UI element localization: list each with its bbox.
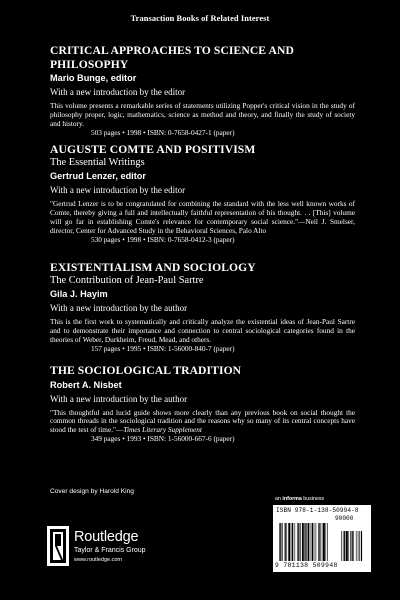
book-subtitle: The Contribution of Jean-Paul Sartre bbox=[50, 274, 204, 286]
isbn-barcode bbox=[273, 505, 371, 572]
review-source: Times Literary Supplement bbox=[123, 425, 202, 435]
cover-design-credit: Cover design by Harold King bbox=[50, 488, 134, 495]
publisher-logo bbox=[47, 526, 187, 571]
book-publication-info: 349 pages • 1993 • ISBN: 1-56000-667-6 (paper) bbox=[91, 434, 235, 444]
book-editor: Gila J. Hayim bbox=[50, 289, 108, 299]
book-entry bbox=[50, 44, 355, 138]
book-subtitle: The Essential Writings bbox=[50, 156, 145, 168]
barcode-bars bbox=[279, 523, 367, 561]
book-editor: Mario Bunge, editor bbox=[50, 73, 137, 83]
book-intro-note: With a new introduction by the author bbox=[50, 393, 188, 404]
book-title: EXISTENTIALISM AND SOCIOLOGY bbox=[50, 261, 256, 274]
informa-suffix: business bbox=[301, 496, 325, 502]
informa-business-mark bbox=[275, 496, 324, 502]
book-publication-info: 157 pages • 1995 • ISBN: 1-56000-840-7 (paper) bbox=[91, 343, 235, 353]
isbn-number: ISBN 978-1-138-50994-8 bbox=[276, 507, 359, 514]
informa-prefix: an bbox=[275, 496, 283, 502]
publisher-url: www.routledge.com bbox=[74, 557, 122, 563]
book-entry bbox=[50, 364, 355, 444]
book-publication-info: 530 pages • 1998 • ISBN: 0-7658-0412-3 (paper) bbox=[91, 234, 235, 244]
publisher-group: Taylor & Francis Group bbox=[74, 547, 146, 554]
book-intro-note: With a new introduction by the editor bbox=[50, 87, 186, 97]
book-description: "Gertrud Lenzer is to be congratulated for combining the standard with the less well known works of Comte, thereby giving a full and intellectually faithful representation of his thought. . . [This] volume will go far in establishing Comte's relevance for contemporary social science."—Neil J. Smelser, director, Center for Advanced Study in the Behavioral Sciences, Palo Alto bbox=[50, 199, 355, 235]
book-description bbox=[50, 409, 355, 436]
book-description: This is the first work to systematically and critically analyze the existential ideas of Jean-Paul Sartre and to demonstrate their importance and connection to central sociological categories found in the theories of Weber, Durkheim, Freud, Mead, and others. bbox=[50, 317, 355, 344]
routledge-r-icon bbox=[47, 526, 69, 566]
book-publication-info: 503 pages • 1998 • ISBN: 0-7658-0427-1 (paper) bbox=[91, 127, 235, 137]
book-editor: Robert A. Nisbet bbox=[50, 379, 122, 390]
price-code: 90000 bbox=[335, 515, 354, 522]
book-entry bbox=[50, 143, 355, 245]
barcode-digits: 9 781138 509948 bbox=[275, 562, 338, 569]
book-title: THE SOCIOLOGICAL TRADITION bbox=[50, 364, 242, 377]
book-description: This volume presents a remarkable series of statements utilizing Popper's critical vision in the study of philosophy proper, logic, mathematics, science as method and theory, and finally the study of society and history. bbox=[50, 101, 355, 128]
book-title: CRITICAL APPROACHES TO SCIENCE AND PHILOSOPHY bbox=[50, 44, 294, 71]
book-intro-note: With a new introduction by the author bbox=[50, 303, 188, 313]
publisher-name: Routledge bbox=[74, 529, 139, 545]
book-entry bbox=[50, 261, 355, 354]
review-quote: "This thoughtful and lucid guide shows more clearly than any previous book on social thought the common threads in the sociological tradition and the reasons why so many of its central concepts have stood the test of time."— bbox=[50, 407, 355, 435]
informa-brand: informa bbox=[282, 496, 302, 502]
book-editor: Gertrud Lenzer, editor bbox=[50, 171, 146, 181]
book-intro-note: With a new introduction by the editor bbox=[50, 185, 186, 195]
series-heading: Transaction Books of Related Interest bbox=[130, 14, 270, 23]
book-title: AUGUSTE COMTE AND POSITIVISM bbox=[50, 143, 256, 156]
